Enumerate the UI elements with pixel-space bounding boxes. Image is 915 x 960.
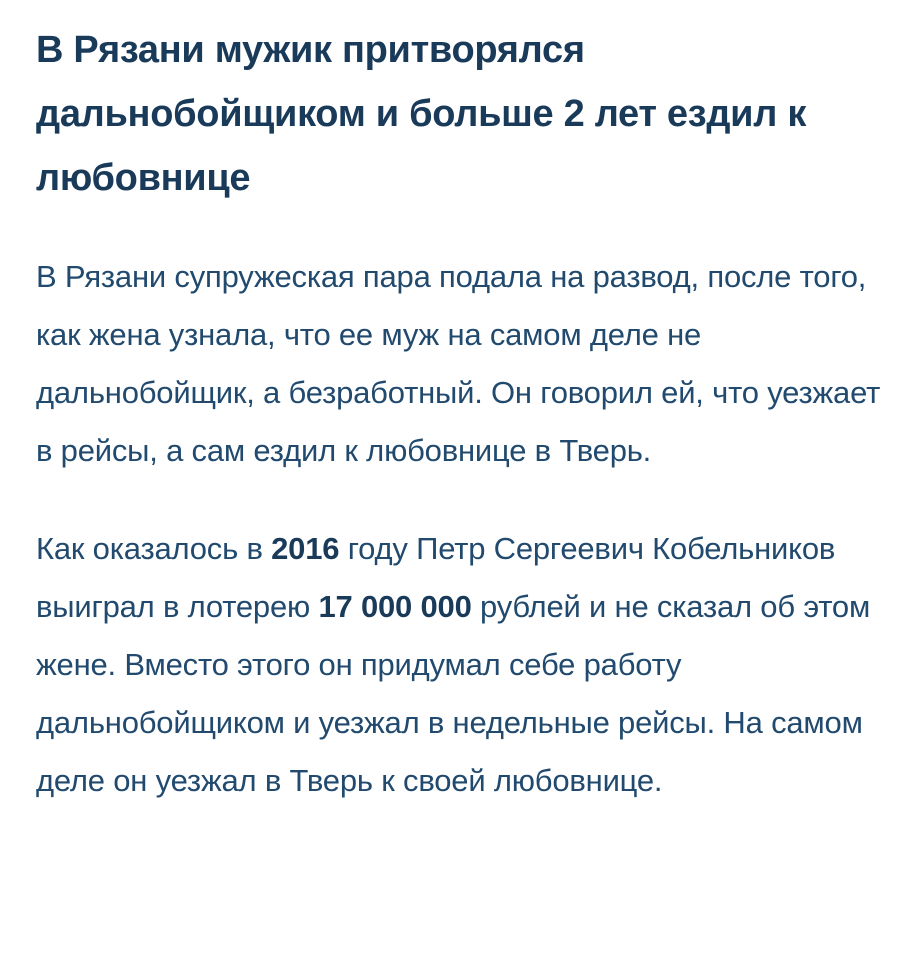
news-article xyxy=(36,18,886,810)
article-headline: В Рязани мужик притворялся дальнобойщиком и больше 2 лет ездил к любовнице xyxy=(36,29,807,199)
lottery-year: 2016 xyxy=(271,531,340,566)
article-paragraph-2 xyxy=(36,520,886,810)
paragraph-2-text-end: рублей и не сказал об этом жене. Вместо этого он придумал себе работу дальнобойщиком и уезжал в недельные рейсы. На самом деле он уезжал в Тверь к своей любовнице. xyxy=(36,589,871,798)
lottery-amount: 17 000 000 xyxy=(318,589,472,624)
paragraph-2-text-start: Как оказалось в xyxy=(36,531,272,566)
article-paragraph-1: В Рязани супружеская пара подала на развод, после того, как жена узнала, что ее муж на самом деле не дальнобойщик, а безработный. Он говорил ей, что уезжает в рейсы, а сам ездил к любовнице в Тверь. xyxy=(36,259,881,468)
paragraph-2-text-middle: году Петр Сергеевич Кобельников выиграл в лотерею xyxy=(36,531,836,624)
